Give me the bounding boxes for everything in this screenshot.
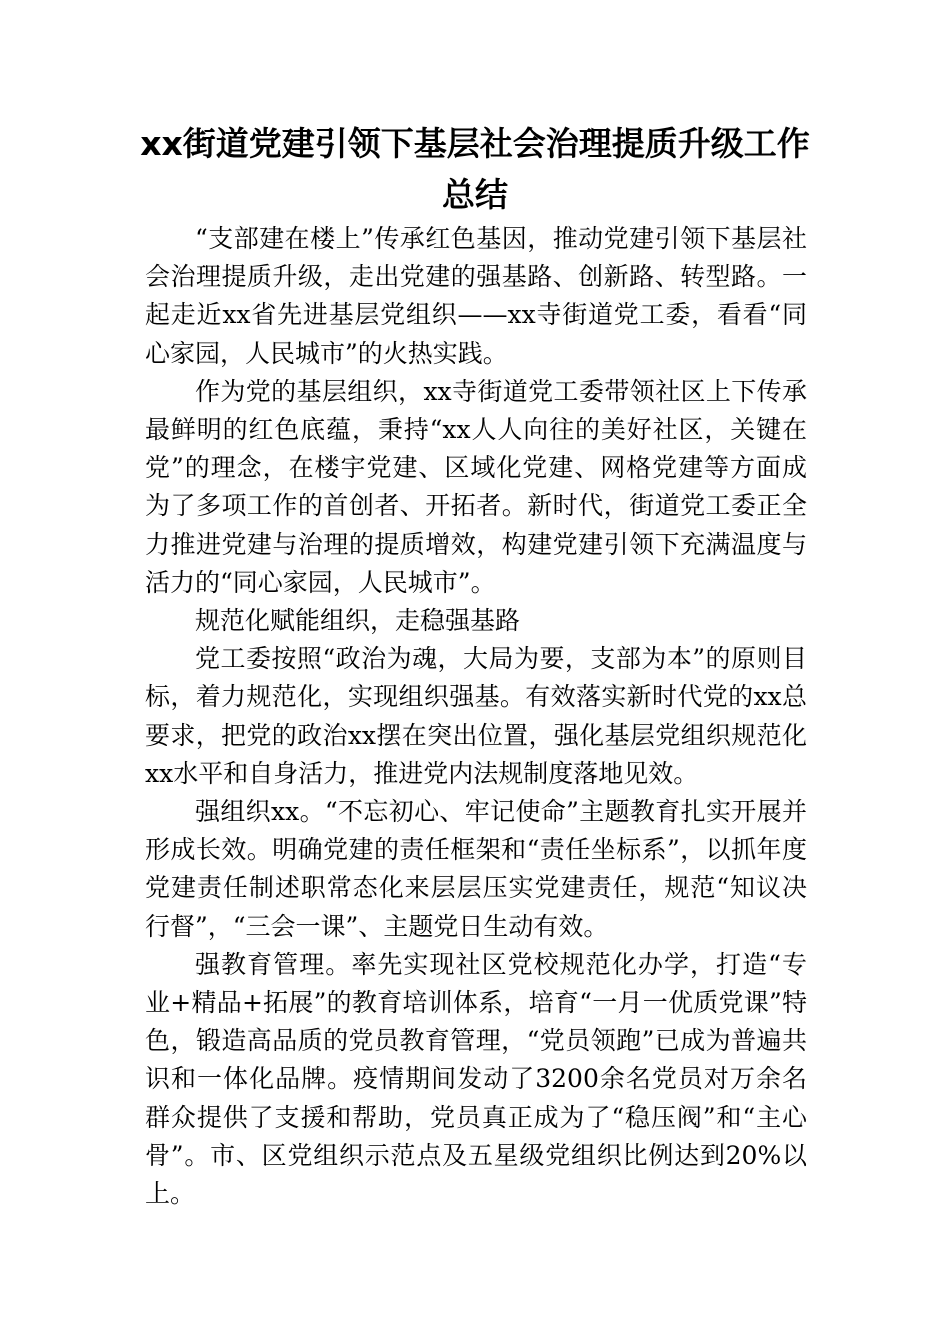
paragraph-strengthen-organization: 强组织xx。“不忘初心、牢记使命”主题教育扎实开展并形成长效。明确党建的责任框架和“责任坐标系”，以抓年度党建责任制述职常态化来层层压实党建责任，规范“知议决行督”，“三会一课”、主题党日生动有效。 bbox=[145, 797, 807, 941]
section-heading: 规范化赋能组织，走稳强基路 bbox=[195, 606, 521, 636]
paragraph-overview: 作为党的基层组织，xx寺街道党工委带领社区上下传承最鲜明的红色底蕴，秉持“xx人人向往的美好社区，关键在党”的理念，在楼宇党建、区域化党建、网格党建等方面成为了多项工作的首创者、开拓者。新时代，街道党工委正全力推进党建与治理的提质增效，构建党建引领下充满温度与活力的“同心家园，人民城市”。 bbox=[145, 376, 807, 597]
document-body bbox=[145, 220, 807, 1213]
paragraph-intro: “支部建在楼上”传承红色基因，推动党建引领下基层社会治理提质升级，走出党建的强基路、创新路、转型路。一起走近xx省先进基层党组织——xx寺街道党工委，看看“同心家园，人民城市”的火热实践。 bbox=[145, 224, 807, 368]
paragraph-principles: 党工委按照“政治为魂，大局为要，支部为本”的原则目标，着力规范化，实现组织强基。有效落实新时代党的xx总要求，把党的政治xx摆在突出位置，强化基层党组织规范化xx水平和自身活力，推进党内法规制度落地见效。 bbox=[145, 644, 807, 788]
document-title: xx街道党建引领下基层社会治理提质升级工作总结 bbox=[140, 124, 810, 214]
paragraph-strengthen-education: 强教育管理。率先实现社区党校规范化办学，打造“专业+精品+拓展”的教育培训体系，培育“一月一优质党课”特色，锻造高品质的党员教育管理，“党员领跑”已成为普遍共识和一体化品牌。疫情期间发动了3200余名党员对万余名群众提供了支援和帮助，党员真正成为了“稳压阀”和“主心骨”。市、区党组织示范点及五星级党组织比例达到20%以上。 bbox=[145, 949, 807, 1209]
